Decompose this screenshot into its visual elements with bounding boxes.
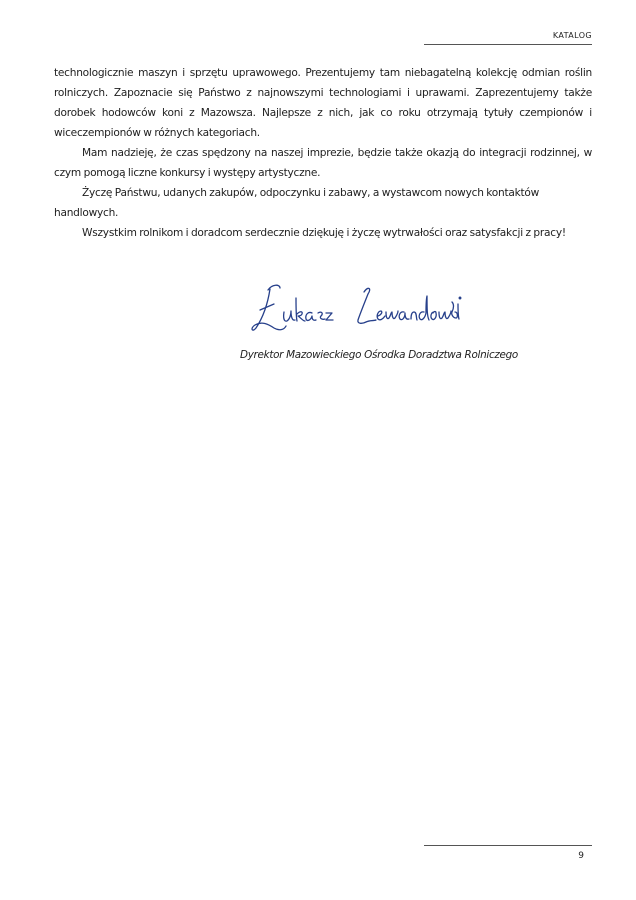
page-number: 9 — [578, 851, 584, 861]
handwritten-signature — [246, 278, 466, 340]
paragraph-integration: Mam nadzieję, że czas spędzony na naszej imprezie, będzie także okazją do integracji rodzinnej, w czym pomogą liczne konkursy i występy artystyczne. — [54, 147, 592, 179]
paragraph-exhibition: technologicznie maszyn i sprzętu uprawowego. Prezentujemy tam niebagatelną kolekcję odmian roślin rolniczych. Zapoznacie się Państwo z najnowszymi technologiami i uprawami. Zaprezentujemy także dorobek hodowców koni z Mazowsza. Najlepsze z nich, jak co roku otrzymają tytuły czempionów i wiceczempionów w różnych kategoriach. — [54, 67, 592, 139]
running-header: KATALOG — [552, 31, 592, 40]
footer-divider — [424, 845, 592, 846]
signatory-title: Dyrektor Mazowieckiego Ośrodka Doradztwa Rolniczego — [240, 349, 518, 361]
paragraph-thanks: Wszystkim rolnikom i doradcom serdecznie dziękuję i życzę wytrwałości oraz satysfakcji z pracy! — [82, 227, 566, 239]
header-divider — [424, 44, 592, 45]
paragraph-wishes: Życzę Państwu, udanych zakupów, odpoczynku i zabawy, a wystawcom nowych kontaktów handlowych. — [54, 187, 540, 219]
letter-body — [54, 63, 592, 243]
